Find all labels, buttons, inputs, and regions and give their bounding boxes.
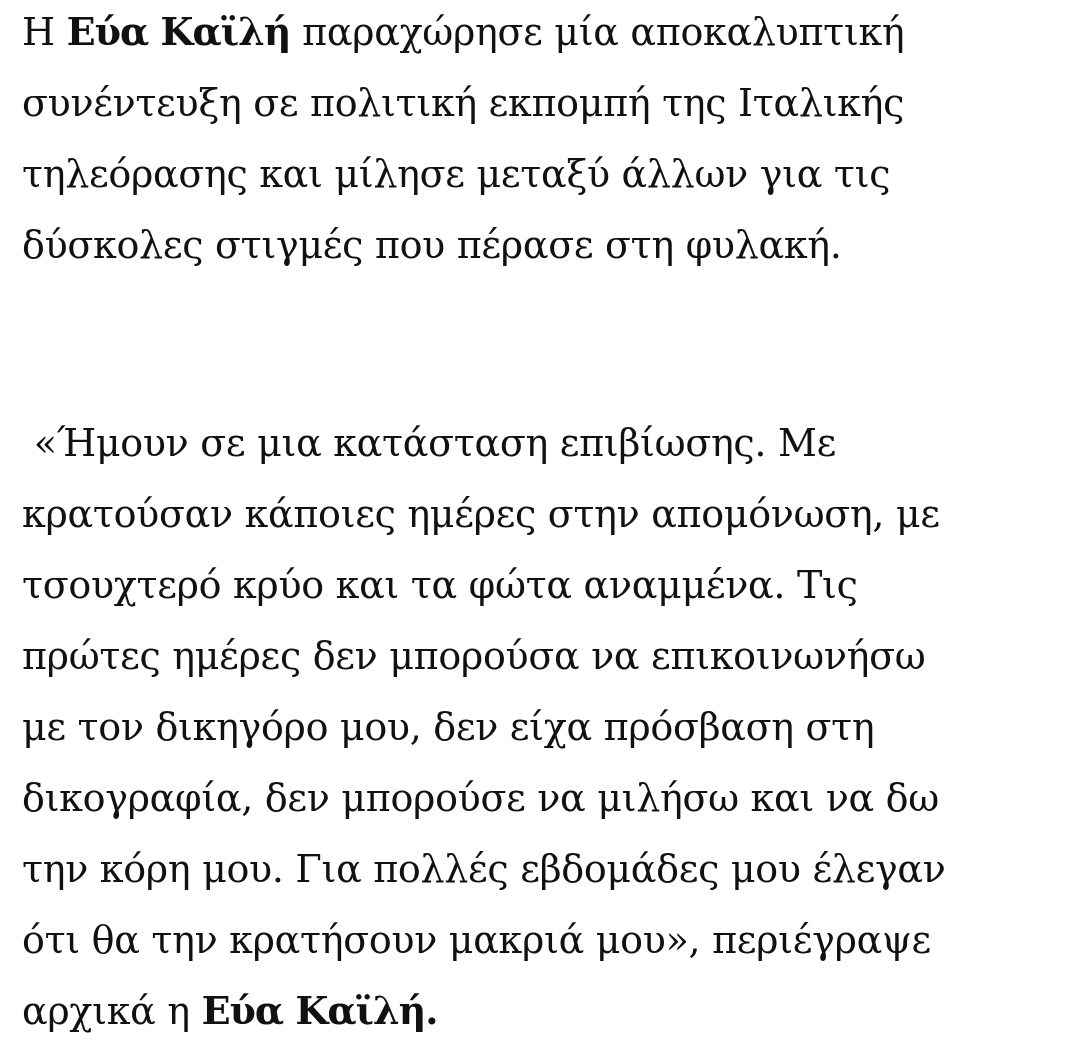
- text-line: κρατούσαν κάποιες ημέρες στην απομόνωση, με: [22, 492, 940, 536]
- text-line: συνέντευξη σε πολιτική εκπομπή της Ιταλικής: [22, 81, 905, 125]
- text-line: τηλεόρασης και μίλησε μεταξύ άλλων για τις: [22, 152, 891, 196]
- text-line: την κόρη μου. Για πολλές εβδομάδες μου έλεγαν: [22, 847, 946, 891]
- text-line: «Ήμουν σε μια κατάσταση επιβίωσης. Με: [22, 421, 836, 465]
- text-span: αρχικά η: [22, 989, 202, 1033]
- text-line: τσουχτερό κρύο και τα φώτα αναμμένα. Τις: [22, 563, 858, 607]
- text-span: Η: [22, 10, 67, 54]
- text-line: ότι θα την κρατήσουν μακριά μου», περιέγραψε: [22, 918, 931, 962]
- text-line: πρώτες ημέρες δεν μπορούσα να επικοινωνήσω: [22, 634, 926, 678]
- person-name: Εύα Καϊλή: [66, 9, 291, 54]
- text-line: [22, 8, 904, 56]
- text-span: παραχώρησε μία αποκαλυπτική: [290, 10, 905, 54]
- text-line: δύσκολες στιγμές που πέρασε στη φυλακή.: [22, 223, 842, 267]
- text-line: [22, 987, 438, 1035]
- text-line: δικογραφία, δεν μπορούσε να μιλήσω και να δω: [22, 776, 939, 820]
- text-line: με τον δικηγόρο μου, δεν είχα πρόσβαση στη: [22, 705, 875, 749]
- person-name: Εύα Καϊλή.: [201, 988, 438, 1033]
